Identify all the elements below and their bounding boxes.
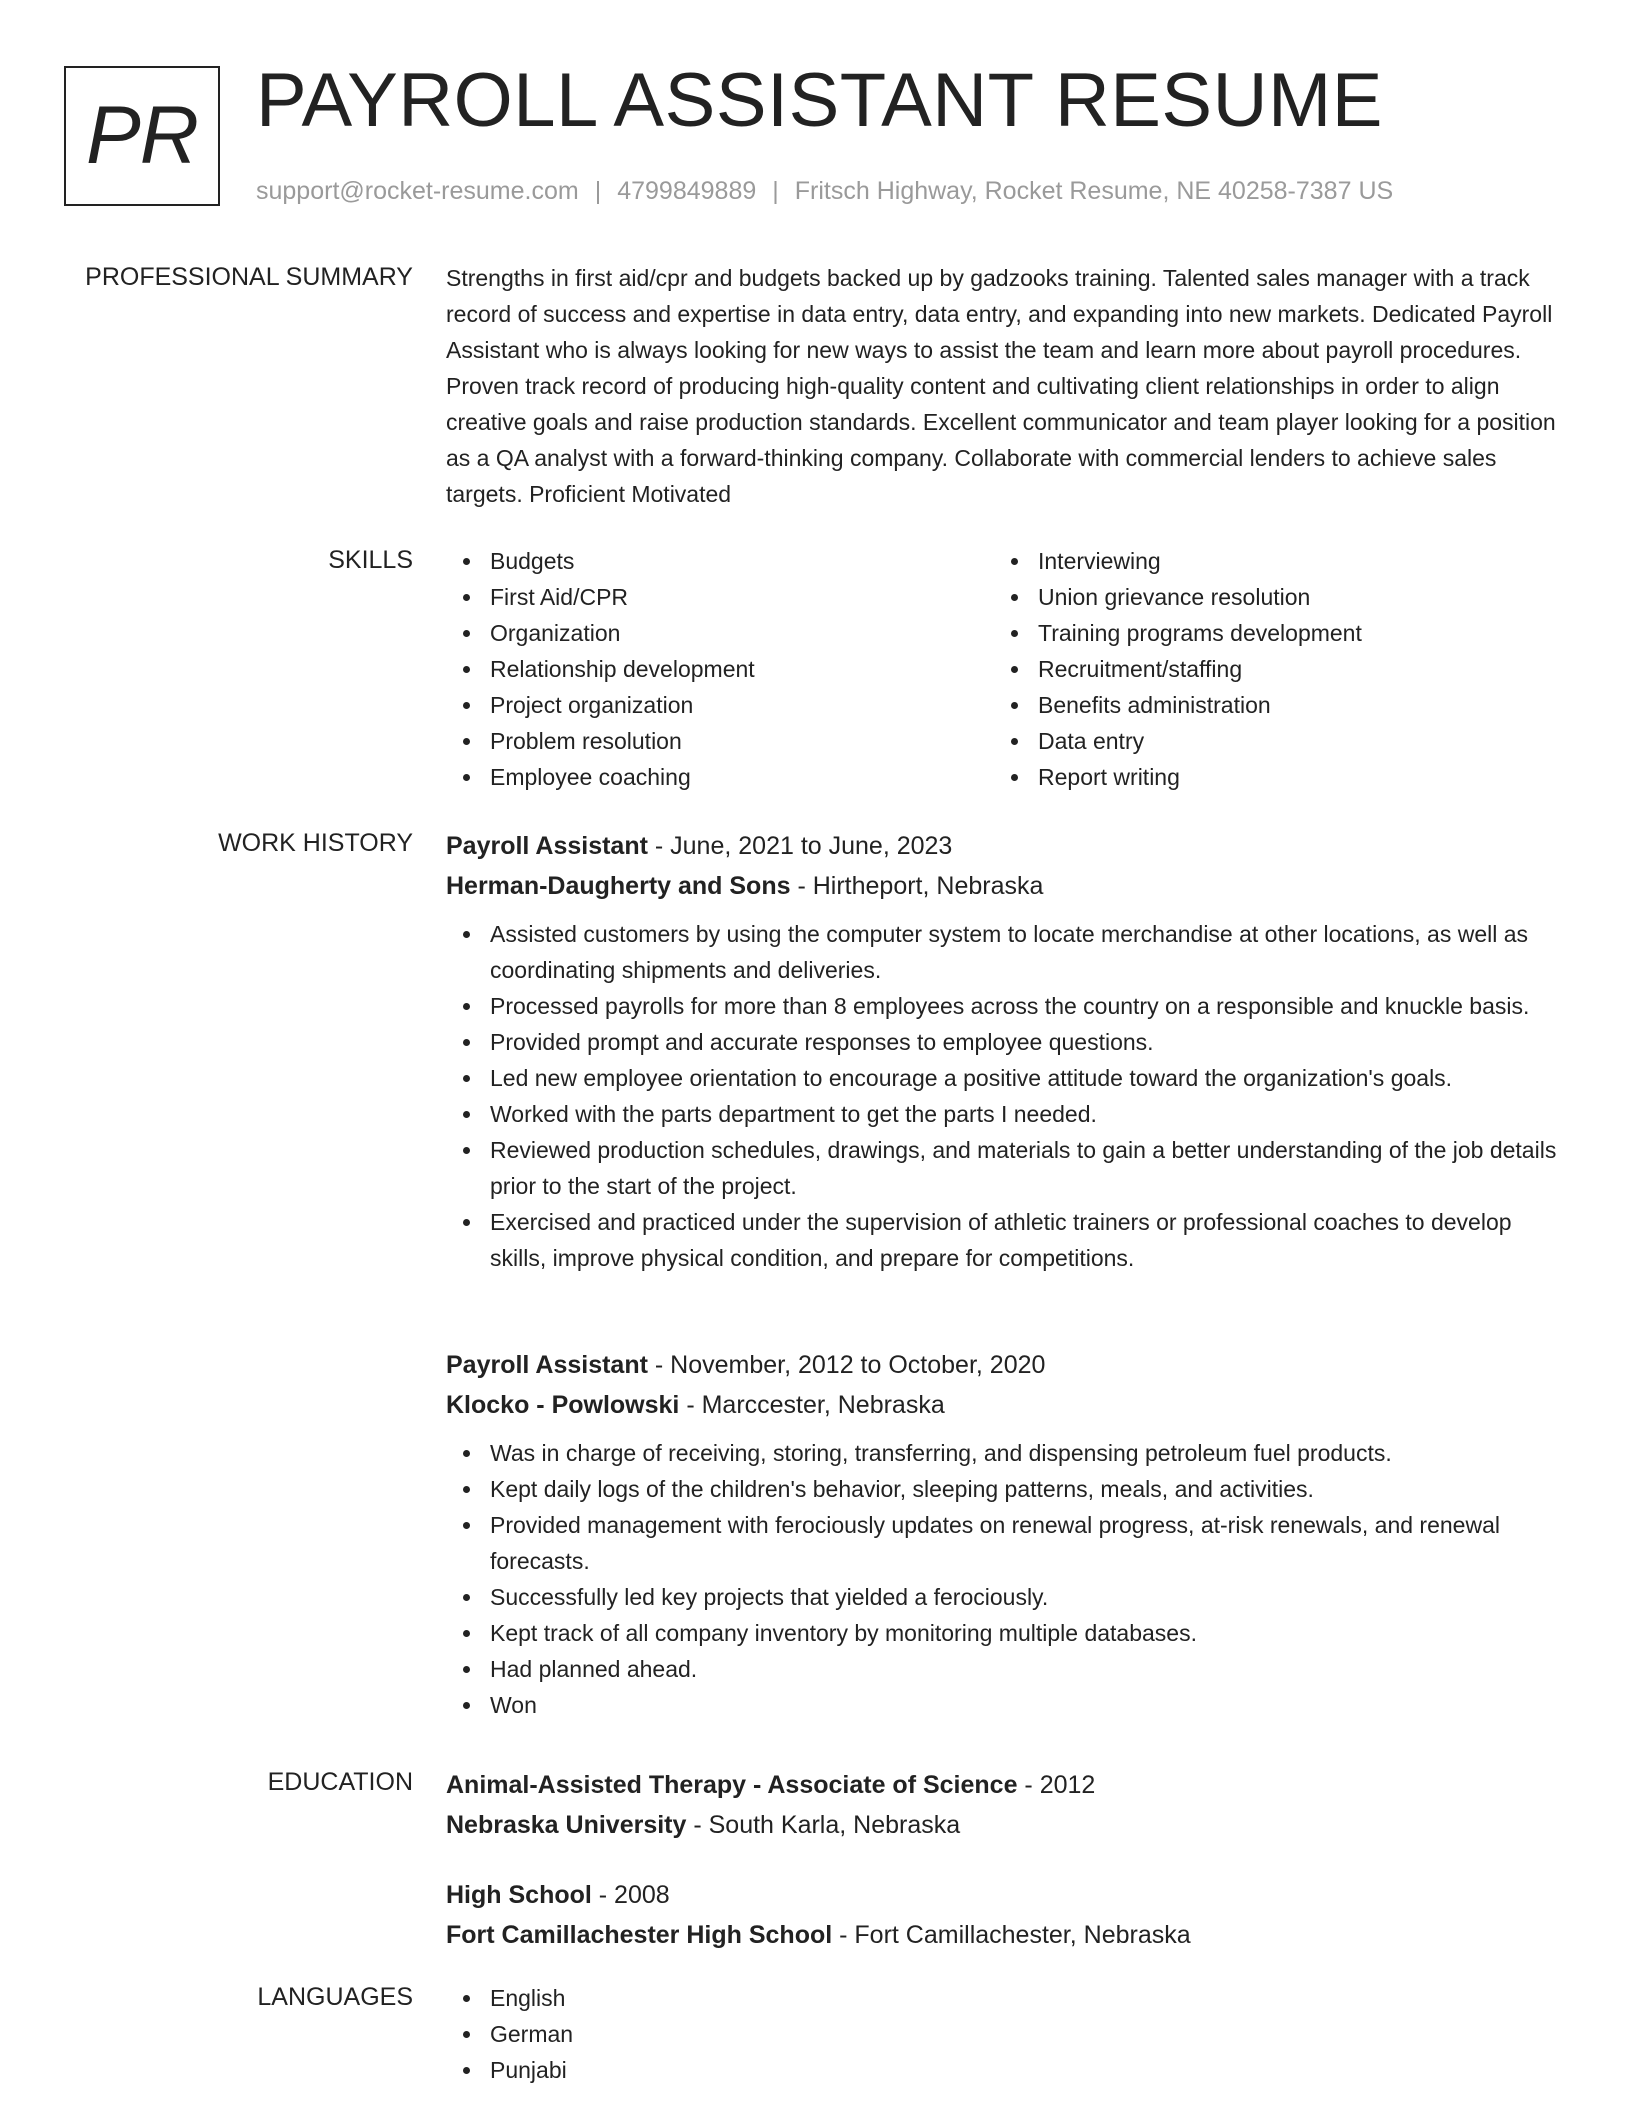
skill-item: Data entry (994, 723, 1542, 759)
languages-label: LANGUAGES (257, 1983, 413, 2011)
job-title: Payroll Assistant (446, 1351, 648, 1379)
degree: High School (446, 1881, 592, 1909)
skills-list-left (446, 543, 994, 795)
job-company-line: Herman-Daugherty and Sons - Hirtheport, Nebraska (446, 872, 1044, 900)
education-entry (446, 1765, 1562, 1845)
skill-item: Project organization (446, 687, 994, 723)
degree-line: Animal-Assisted Therapy - Associate of Science - 2012 (446, 1771, 1096, 1799)
summary-label: PROFESSIONAL SUMMARY (85, 263, 413, 291)
job-location: Marccester, Nebraska (701, 1391, 945, 1419)
contact-separator: | (594, 177, 602, 205)
degree-line: High School - 2008 (446, 1881, 670, 1909)
job-location: Hirtheport, Nebraska (812, 872, 1044, 900)
skill-item: First Aid/CPR (446, 579, 994, 615)
degree-year: 2012 (1039, 1771, 1096, 1799)
duty-item: Kept track of all company inventory by monitoring multiple databases. (446, 1615, 1562, 1651)
degree: Animal-Assisted Therapy - Associate of Science (446, 1771, 1018, 1799)
job-duties (446, 1435, 1562, 1723)
skill-item: Report writing (994, 759, 1542, 795)
job-company: Herman-Daugherty and Sons (446, 872, 791, 900)
duty-item: Processed payrolls for more than 8 employees across the country on a responsible and knuckle basis. (446, 988, 1562, 1024)
skill-item: Union grievance resolution (994, 579, 1542, 615)
job-title: Payroll Assistant (446, 832, 648, 860)
skill-item: Employee coaching (446, 759, 994, 795)
job-dates: November, 2012 to October, 2020 (670, 1351, 1046, 1379)
school-location: Fort Camillachester, Nebraska (854, 1921, 1191, 1949)
school-line: Nebraska University - South Karla, Nebraska (446, 1811, 961, 1839)
skill-item: Organization (446, 615, 994, 651)
contact-phone: 4799849889 (617, 177, 757, 205)
language-item: Punjabi (446, 2052, 1562, 2088)
job-entry (446, 826, 1562, 1276)
duty-item: Provided management with ferociously updates on renewal progress, at-risk renewals, and renewal forecasts. (446, 1507, 1562, 1579)
degree-year: 2008 (614, 1881, 670, 1909)
skill-item: Recruitment/staffing (994, 651, 1542, 687)
skills-list-right (994, 543, 1542, 795)
job-company: Klocko - Powlowski (446, 1391, 680, 1419)
contact-line (256, 174, 1393, 208)
language-item: English (446, 1980, 1562, 2016)
skill-item: Interviewing (994, 543, 1542, 579)
duty-item: Led new employee orientation to encourage a positive attitude toward the organization's goals. (446, 1060, 1562, 1096)
language-item: German (446, 2016, 1562, 2052)
summary-text: Strengths in first aid/cpr and budgets backed up by gadzooks training. Talented sales manager with a track record of success and expertise in data entry, data entry, and expanding into new markets. Dedicated Payroll Assistant who is always looking for new ways to assist the team and learn more about payroll procedures. Proven track record of producing high-quality content and cultivating client relationships in order to align creative goals and raise production standards. Excellent communicator and team player looking for a position as a QA analyst with a forward-thinking company. Collaborate with commercial lenders to achieve sales targets. Proficient Motivated (446, 265, 1556, 507)
contact-email: support@rocket-resume.com (256, 177, 579, 205)
skills-label: SKILLS (328, 546, 413, 574)
work-label: WORK HISTORY (218, 829, 413, 857)
duty-item: Successfully led key projects that yielded a ferociously. (446, 1579, 1562, 1615)
skill-item: Budgets (446, 543, 994, 579)
school-location: South Karla, Nebraska (708, 1811, 961, 1839)
page-title: PAYROLL ASSISTANT RESUME (256, 58, 1383, 143)
duty-item: Kept daily logs of the children's behavior, sleeping patterns, meals, and activities. (446, 1471, 1562, 1507)
duty-item: Reviewed production schedules, drawings, and materials to gain a better understanding of the job details prior to the start of the project. (446, 1132, 1562, 1204)
school: Nebraska University (446, 1811, 687, 1839)
job-entry (446, 1345, 1562, 1723)
duty-item: Had planned ahead. (446, 1651, 1562, 1687)
skill-item: Problem resolution (446, 723, 994, 759)
monogram: PR (64, 66, 220, 206)
job-duties (446, 916, 1562, 1276)
skill-item: Training programs development (994, 615, 1542, 651)
duty-item: Worked with the parts department to get the parts I needed. (446, 1096, 1562, 1132)
duty-item: Provided prompt and accurate responses to employee questions. (446, 1024, 1562, 1060)
job-title-line: Payroll Assistant - November, 2012 to October, 2020 (446, 1351, 1046, 1379)
duty-item: Won (446, 1687, 1562, 1723)
contact-separator: | (772, 177, 779, 205)
job-title-line: Payroll Assistant - June, 2021 to June, 2023 (446, 832, 953, 860)
job-dates: June, 2021 to June, 2023 (670, 832, 953, 860)
languages-list (446, 1980, 1562, 2088)
education-entry (446, 1875, 1562, 1955)
job-company-line: Klocko - Powlowski - Marccester, Nebraska (446, 1391, 945, 1419)
school-line: Fort Camillachester High School - Fort Camillachester, Nebraska (446, 1921, 1191, 1949)
education-label: EDUCATION (267, 1768, 413, 1796)
skill-item: Relationship development (446, 651, 994, 687)
school: Fort Camillachester High School (446, 1921, 833, 1949)
skill-item: Benefits administration (994, 687, 1542, 723)
duty-item: Assisted customers by using the computer system to locate merchandise at other locations, as well as coordinating shipments and deliveries. (446, 916, 1562, 988)
duty-item: Was in charge of receiving, storing, transferring, and dispensing petroleum fuel products. (446, 1435, 1562, 1471)
duty-item: Exercised and practiced under the supervision of athletic trainers or professional coaches to develop skills, improve physical condition, and prepare for competitions. (446, 1204, 1562, 1276)
contact-address: Fritsch Highway, Rocket Resume, NE 40258-7387 US (794, 177, 1394, 205)
